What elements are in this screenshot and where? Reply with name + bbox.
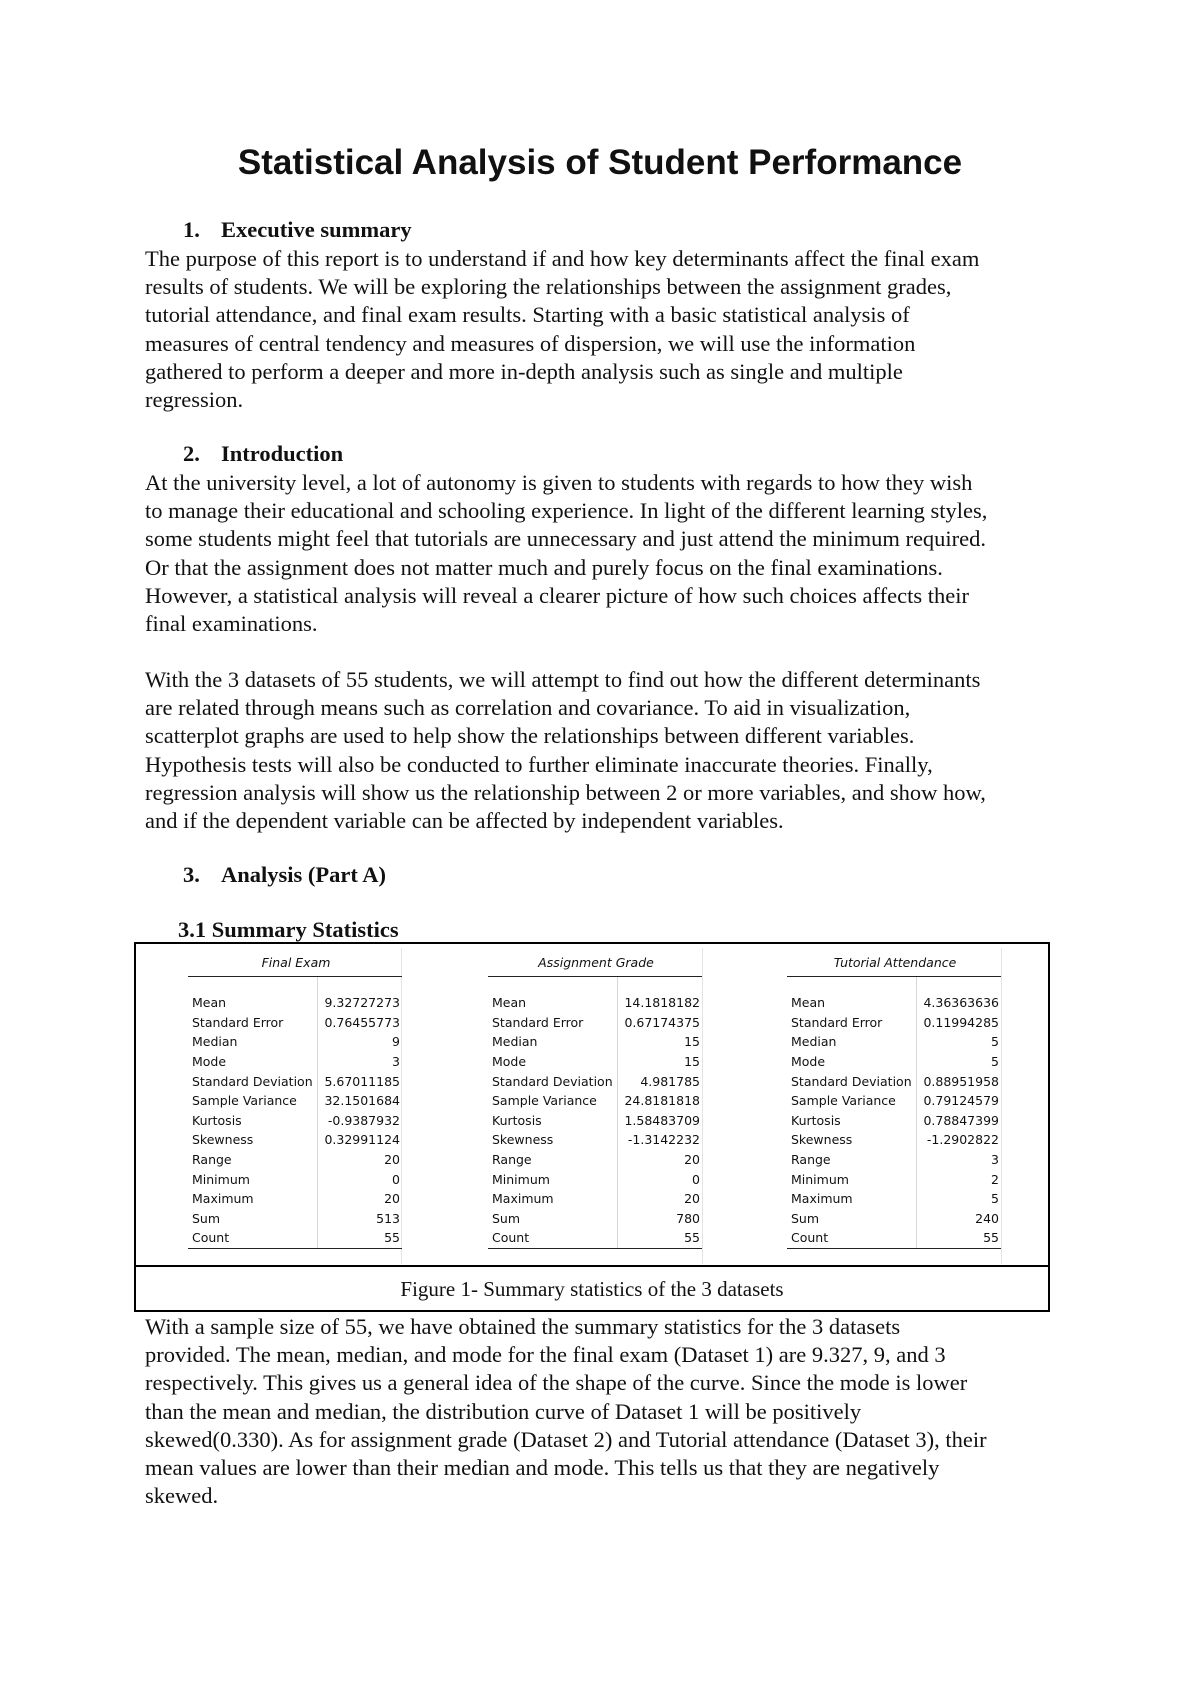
- text-line: are related through means such as correlation and covariance. To aid in visualization,: [145, 695, 911, 721]
- table-row: [188, 1189, 402, 1209]
- text-line: tutorial attendance, and final exam results. Starting with a basic statistical analysis of: [145, 302, 910, 328]
- table-row: [787, 1052, 1001, 1072]
- stat-label: Mean: [488, 993, 618, 1013]
- stat-label: Count: [787, 1228, 917, 1248]
- table-row: [787, 1091, 1001, 1111]
- section-title: Introduction: [221, 441, 344, 466]
- stat-label: Mean: [188, 993, 318, 1013]
- stat-label: Mode: [787, 1052, 917, 1072]
- table-row: [787, 1013, 1001, 1033]
- introduction-paragraph-2: [145, 666, 1075, 835]
- stat-label: Mode: [488, 1052, 618, 1072]
- stat-value: 780: [676, 1210, 700, 1226]
- table-row: [188, 1071, 402, 1091]
- stat-label: Sample Variance: [488, 1091, 618, 1111]
- table-row: [488, 1169, 702, 1189]
- summary-statistics-figure: [134, 942, 1050, 1312]
- table-row: [188, 1013, 402, 1033]
- stat-value: 20: [384, 1152, 400, 1168]
- introduction-paragraph-1: [145, 469, 1075, 638]
- stat-label: Maximum: [188, 1189, 318, 1209]
- stat-value: 15: [684, 1034, 700, 1050]
- text-line: respectively. This gives us a general idea of the shape of the curve. Since the mode is lower: [145, 1370, 968, 1396]
- text-line: gathered to perform a deeper and more in-depth analysis such as single and multiple: [145, 358, 903, 384]
- table-row: [787, 1209, 1001, 1229]
- stat-value: 15: [684, 1054, 700, 1070]
- table-row: [188, 1052, 402, 1072]
- text-line: final examinations.: [145, 611, 318, 637]
- text-line: skewed(0.330). As for assignment grade (Dataset 2) and Tutorial attendance (Dataset 3), their: [145, 1426, 987, 1452]
- stat-value: 5.67011185: [324, 1073, 400, 1089]
- table-row: [787, 1130, 1001, 1150]
- stat-value: 0: [392, 1171, 400, 1187]
- table-row: [188, 1150, 402, 1170]
- stat-value: 55: [618, 1228, 703, 1248]
- table-row: [787, 1111, 1001, 1131]
- text-line: skewed.: [145, 1483, 219, 1509]
- column-divider: [702, 948, 703, 1264]
- stat-label: Minimum: [787, 1169, 917, 1189]
- stat-label: Standard Deviation: [188, 1071, 318, 1091]
- stat-label: Standard Error: [787, 1013, 917, 1033]
- stat-value: 0.79124579: [923, 1093, 999, 1109]
- stat-label: Standard Deviation: [488, 1071, 618, 1091]
- table-row: [488, 1071, 702, 1091]
- stat-label: Count: [188, 1228, 318, 1248]
- section-heading-executive-summary: [183, 217, 412, 243]
- stat-value: 0.67174375: [624, 1014, 700, 1030]
- figure-caption: Figure 1- Summary statistics of the 3 datasets: [136, 1265, 1048, 1312]
- stat-value: 0.11994285: [923, 1014, 999, 1030]
- stat-value: 55: [917, 1228, 1002, 1248]
- table-title: Assignment Grade: [488, 948, 702, 977]
- text-line: regression.: [145, 387, 244, 413]
- stat-value: 9: [392, 1034, 400, 1050]
- stat-value: -0.9387932: [327, 1112, 400, 1128]
- table-row: [188, 1209, 402, 1229]
- tutorial-attendance-table: [787, 948, 1001, 1249]
- stat-label: Skewness: [188, 1130, 318, 1150]
- stat-label: Maximum: [787, 1189, 917, 1209]
- section-title: Executive summary: [221, 217, 412, 242]
- text-line: results of students. We will be exploring the relationships between the assignment grades,: [145, 274, 952, 300]
- stat-value: 1.58483709: [624, 1112, 700, 1128]
- final-exam-table: [188, 948, 402, 1249]
- table-row: [188, 1032, 402, 1052]
- text-line: The purpose of this report is to understand if and how key determinants affect the final exam: [145, 246, 980, 271]
- table-row: [188, 1130, 402, 1150]
- text-line: some students might feel that tutorials are unnecessary and just attend the minimum required.: [145, 526, 987, 552]
- stat-value: 55: [318, 1228, 403, 1248]
- table-title: Tutorial Attendance: [787, 948, 1001, 977]
- stat-value: -1.3142232: [627, 1132, 700, 1148]
- stat-label: Range: [188, 1150, 318, 1170]
- table-row: [488, 1150, 702, 1170]
- table-row: [188, 1169, 402, 1189]
- table-row: [488, 1052, 702, 1072]
- assignment-grade-table: [488, 948, 702, 1249]
- stat-value: 0.32991124: [324, 1132, 400, 1148]
- text-line: At the university level, a lot of autonomy is given to students with regards to how they wish: [145, 470, 973, 495]
- stat-value: 3: [991, 1152, 999, 1168]
- stat-label: Standard Error: [188, 1013, 318, 1033]
- table-title: Final Exam: [188, 948, 402, 977]
- stat-value: 0: [692, 1171, 700, 1187]
- stat-value: 2: [991, 1171, 999, 1187]
- stat-value: 5: [991, 1054, 999, 1070]
- section-heading-analysis: [183, 862, 386, 888]
- text-line: measures of central tendency and measures of dispersion, we will use the information: [145, 330, 916, 356]
- stat-value: 4.36363636: [923, 995, 999, 1011]
- subsection-heading-summary-statistics: 3.1 Summary Statistics: [178, 917, 399, 942]
- text-line: than the mean and median, the distribution curve of Dataset 1 will be positively: [145, 1398, 862, 1424]
- table-row: [488, 993, 702, 1013]
- column-divider: [1001, 948, 1002, 1264]
- stat-value: 20: [384, 1191, 400, 1207]
- table-row: [488, 1111, 702, 1131]
- document-title: Statistical Analysis of Student Performance: [237, 143, 963, 182]
- text-line: to manage their educational and schooling experience. In light of the different learning styles,: [145, 498, 988, 524]
- stat-value: 4.981785: [640, 1073, 700, 1089]
- section-heading-introduction: [183, 441, 343, 467]
- table-row: [188, 993, 402, 1013]
- table-row: [787, 993, 1001, 1013]
- stat-label: Kurtosis: [488, 1111, 618, 1131]
- stat-label: Standard Deviation: [787, 1071, 917, 1091]
- table-row: [188, 1111, 402, 1131]
- stat-label: Minimum: [188, 1169, 318, 1189]
- stat-label: Median: [787, 1032, 917, 1052]
- stat-value: 5: [991, 1034, 999, 1050]
- stat-value: 513: [376, 1210, 400, 1226]
- stat-value: 32.1501684: [324, 1093, 400, 1109]
- stat-label: Range: [488, 1150, 618, 1170]
- stat-label: Sample Variance: [188, 1091, 318, 1111]
- stat-label: Sample Variance: [787, 1091, 917, 1111]
- stat-value: 0.78847399: [923, 1112, 999, 1128]
- stat-value: -1.2902822: [926, 1132, 999, 1148]
- stat-label: Median: [188, 1032, 318, 1052]
- table-row: [787, 1169, 1001, 1189]
- table-row: [488, 1091, 702, 1111]
- stat-label: Sum: [787, 1209, 917, 1229]
- table-row: [488, 1013, 702, 1033]
- table-row: [488, 1130, 702, 1150]
- text-line: With a sample size of 55, we have obtained the summary statistics for the 3 datasets: [145, 1314, 901, 1339]
- stat-label: Median: [488, 1032, 618, 1052]
- stat-value: 240: [975, 1210, 999, 1226]
- section-title: Analysis (Part A): [221, 862, 386, 887]
- stat-value: 0.88951958: [923, 1073, 999, 1089]
- stat-label: Kurtosis: [787, 1111, 917, 1131]
- stat-label: Standard Error: [488, 1013, 618, 1033]
- stat-label: Skewness: [787, 1130, 917, 1150]
- stat-label: Range: [787, 1150, 917, 1170]
- stat-label: Kurtosis: [188, 1111, 318, 1131]
- section-number: 2.: [183, 441, 200, 466]
- text-line: regression analysis will show us the relationship between 2 or more variables, and show how,: [145, 779, 986, 805]
- text-line: With the 3 datasets of 55 students, we will attempt to find out how the different determinants: [145, 667, 981, 692]
- table-row: [787, 1189, 1001, 1209]
- table-row: [488, 1032, 702, 1052]
- stat-value: 9.32727273: [324, 995, 400, 1011]
- stat-label: Mean: [787, 993, 917, 1013]
- summary-discussion-paragraph: [145, 1313, 1075, 1510]
- stat-label: Sum: [488, 1209, 618, 1229]
- table-row: [787, 1032, 1001, 1052]
- stat-value: 24.8181818: [624, 1093, 700, 1109]
- section-number: 3.: [183, 862, 200, 887]
- stat-value: 5: [991, 1191, 999, 1207]
- text-line: and if the dependent variable can be affected by independent variables.: [145, 808, 784, 834]
- table-row: [188, 1091, 402, 1111]
- stat-value: 20: [684, 1152, 700, 1168]
- table-row: [488, 1209, 702, 1229]
- text-line: However, a statistical analysis will reveal a clearer picture of how such choices affects their: [145, 582, 969, 608]
- stat-label: Minimum: [488, 1169, 618, 1189]
- stat-label: Maximum: [488, 1189, 618, 1209]
- stat-label: Sum: [188, 1209, 318, 1229]
- stat-value: 14.1818182: [624, 995, 700, 1011]
- text-line: Or that the assignment does not matter much and purely focus on the final examinations.: [145, 554, 943, 580]
- text-line: provided. The mean, median, and mode for the final exam (Dataset 1) are 9.327, 9, and 3: [145, 1342, 946, 1368]
- text-line: mean values are lower than their median and mode. This tells us that they are negatively: [145, 1455, 940, 1481]
- stat-value: 0.76455773: [324, 1014, 400, 1030]
- stat-label: Skewness: [488, 1130, 618, 1150]
- stat-label: Mode: [188, 1052, 318, 1072]
- table-row: [488, 1228, 702, 1248]
- table-row: [787, 1071, 1001, 1091]
- text-line: Hypothesis tests will also be conducted to further eliminate inaccurate theories. Finally,: [145, 751, 933, 777]
- executive-summary-paragraph: [145, 245, 1075, 414]
- table-row: [787, 1228, 1001, 1248]
- section-number: 1.: [183, 217, 200, 242]
- table-row: [188, 1228, 402, 1248]
- table-row: [488, 1189, 702, 1209]
- table-row: [787, 1150, 1001, 1170]
- text-line: scatterplot graphs are used to help show the relationships between different variables.: [145, 723, 915, 749]
- stat-value: 3: [392, 1054, 400, 1070]
- stat-value: 20: [684, 1191, 700, 1207]
- stat-label: Count: [488, 1228, 618, 1248]
